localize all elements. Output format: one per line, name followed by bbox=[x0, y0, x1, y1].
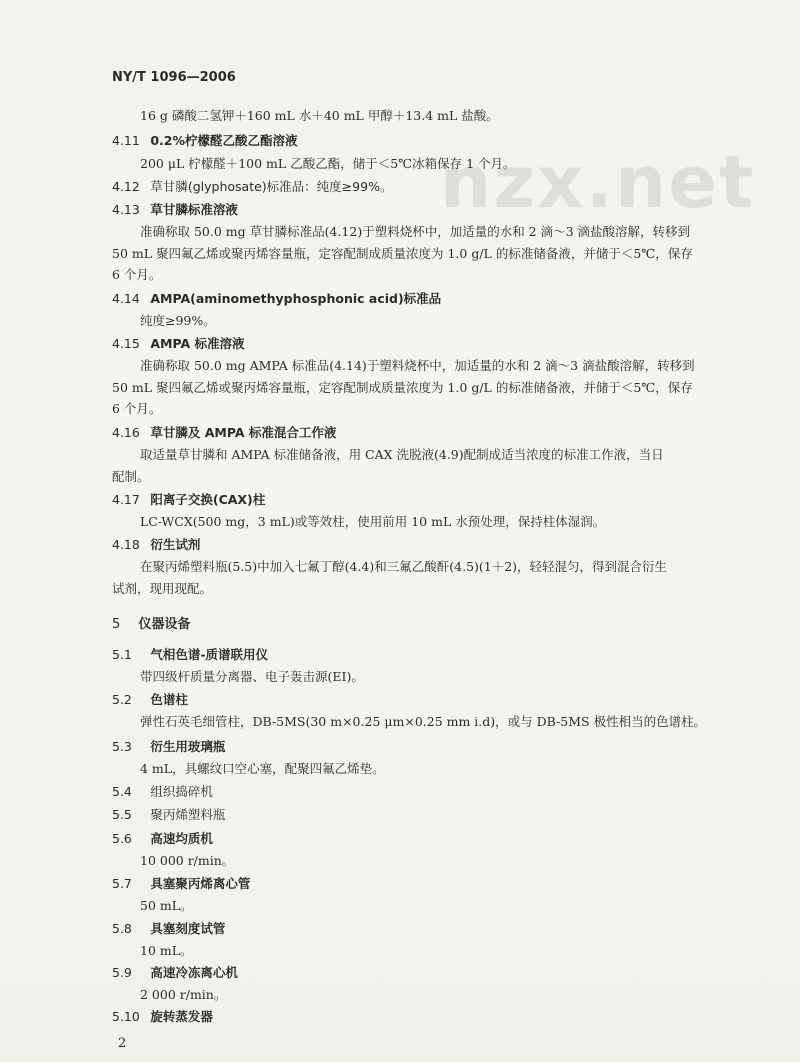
section-number: 4.14 bbox=[112, 291, 140, 306]
section-title: 衍生用玻璃瓶 bbox=[150, 739, 226, 754]
page-number: 2 bbox=[118, 1036, 127, 1051]
heading-5-5 bbox=[112, 805, 225, 823]
section-number: 5.1 bbox=[112, 647, 132, 662]
heading-4-11 bbox=[112, 131, 298, 149]
section-title: 组织捣碎机 bbox=[150, 784, 213, 799]
section-number: 5.10 bbox=[112, 1009, 140, 1024]
paragraph-line: 试剂，现用现配。 bbox=[112, 581, 213, 596]
heading-5-10 bbox=[112, 1007, 213, 1025]
watermark: nzx.net bbox=[440, 140, 756, 224]
section-title: AMPA(aminomethyphosphonic acid)标准品 bbox=[150, 291, 442, 306]
section-number: 5.9 bbox=[112, 965, 132, 980]
section-title: 高速冷冻离心机 bbox=[150, 965, 238, 980]
standard-code-header: NY/T 1096—2006 bbox=[112, 70, 236, 85]
section-number: 4.17 bbox=[112, 492, 140, 507]
heading-5-2 bbox=[112, 690, 188, 708]
section-number: 4.13 bbox=[112, 202, 140, 217]
section-number: 5 bbox=[112, 617, 121, 632]
section-title: 0.2%柠檬醛乙酸乙酯溶液 bbox=[150, 133, 298, 148]
section-number: 4.15 bbox=[112, 336, 140, 351]
paragraph-line: 准确称取 50.0 mg 草甘膦标准品(4.12)于塑料烧杯中，加适量的水和 2 滴～3 滴盐酸溶解，转移到 bbox=[140, 224, 691, 239]
section-number: 4.18 bbox=[112, 537, 140, 552]
heading-5-7 bbox=[112, 874, 250, 892]
section-title: 仪器设备 bbox=[138, 617, 191, 632]
paragraph-line: 6 个月。 bbox=[112, 267, 162, 282]
section-5-heading bbox=[112, 613, 191, 632]
section-number: 5.5 bbox=[112, 807, 132, 822]
paragraph-line: 50 mL 聚四氟乙烯或聚丙烯容量瓶，定容配制成质量浓度为 1.0 g/L 的标准储备液，并储于＜5℃，保存 bbox=[112, 246, 693, 261]
paragraph-5-6: 10 000 r/min。 bbox=[140, 853, 235, 868]
paragraph-5-3: 4 mL，具螺纹口空心塞，配聚四氟乙烯垫。 bbox=[140, 761, 385, 776]
paragraph-5-2: 弹性石英毛细管柱，DB-5MS(30 m×0.25 μm×0.25 mm i.d)，或与 DB-5MS 极性相当的色谱柱。 bbox=[140, 714, 707, 729]
section-number: 5.6 bbox=[112, 831, 132, 846]
paragraph-5-9: 2 000 r/min。 bbox=[140, 987, 227, 1002]
section-number: 5.3 bbox=[112, 739, 132, 754]
paragraph-5-7: 50 mL。 bbox=[140, 898, 193, 913]
heading-4-18 bbox=[112, 535, 200, 553]
section-number: 4.12 bbox=[112, 179, 140, 194]
heading-4-12 bbox=[112, 177, 392, 195]
section-title: 阳离子交换(CAX)柱 bbox=[150, 492, 266, 507]
paragraph-line: 配制。 bbox=[112, 469, 150, 484]
heading-4-15 bbox=[112, 334, 245, 352]
section-number: 5.7 bbox=[112, 876, 132, 891]
paragraph-line: 在聚丙烯塑料瓶(5.5)中加入七氟丁醇(4.4)和三氟乙酸酐(4.5)(1＋2)，轻轻混匀，得到混合衍生 bbox=[140, 559, 668, 574]
paragraph-4-17: LC-WCX(500 mg，3 mL)或等效柱，使用前用 10 mL 水预处理，保持柱体湿润。 bbox=[140, 514, 606, 529]
heading-5-6 bbox=[112, 829, 213, 847]
heading-5-3 bbox=[112, 737, 225, 755]
paragraph-4-11: 200 μL 柠檬醛＋100 mL 乙酸乙酯，储于＜5℃冰箱保存 1 个月。 bbox=[140, 156, 516, 171]
section-title: 聚丙烯塑料瓶 bbox=[150, 807, 226, 822]
section-title: 旋转蒸发器 bbox=[150, 1009, 213, 1024]
section-title: 色谱柱 bbox=[150, 692, 188, 707]
heading-5-9 bbox=[112, 963, 238, 981]
heading-4-17 bbox=[112, 490, 265, 508]
paragraph-5-1: 带四级杆质量分离器、电子轰击源(EI)。 bbox=[140, 669, 364, 684]
section-title: 草甘膦及 AMPA 标准混合工作液 bbox=[150, 425, 337, 440]
paragraph-5-8: 10 mL。 bbox=[140, 943, 193, 958]
heading-4-16 bbox=[112, 423, 336, 441]
paragraph-line: 准确称取 50.0 mg AMPA 标准品(4.14)于塑料烧杯中，加适量的水和 2 滴～3 滴盐酸溶解，转移到 bbox=[140, 358, 695, 373]
reagent-formula-line: 16 g 磷酸二氢钾＋160 mL 水＋40 mL 甲醇＋13.4 mL 盐酸。 bbox=[140, 108, 499, 123]
section-title: 草甘膦标准溶液 bbox=[150, 202, 238, 217]
section-number: 5.8 bbox=[112, 921, 132, 936]
section-title: 具塞聚丙烯离心管 bbox=[150, 876, 251, 891]
heading-5-1 bbox=[112, 645, 268, 663]
section-title: AMPA 标准溶液 bbox=[150, 336, 245, 351]
paragraph-line: 6 个月。 bbox=[112, 401, 162, 416]
paragraph-4-14: 纯度≥99%。 bbox=[140, 313, 216, 328]
section-title: 草甘膦(glyphosate)标准品：纯度≥99%。 bbox=[150, 179, 393, 194]
section-title: 高速均质机 bbox=[150, 831, 213, 846]
paragraph-line: 取适量草甘膦和 AMPA 标准储备液，用 CAX 洗脱液(4.9)配制成适当浓度的标准工作液，当日 bbox=[140, 447, 664, 462]
section-number: 4.16 bbox=[112, 425, 140, 440]
paragraph-line: 50 mL 聚四氟乙烯或聚丙烯容量瓶，定容配制成质量浓度为 1.0 g/L 的标准储备液，并储于＜5℃，保存 bbox=[112, 380, 693, 395]
section-title: 气相色谱-质谱联用仪 bbox=[150, 647, 269, 662]
heading-5-4 bbox=[112, 782, 213, 800]
section-title: 衍生试剂 bbox=[150, 537, 201, 552]
section-number: 4.11 bbox=[112, 133, 140, 148]
heading-4-13 bbox=[112, 200, 238, 218]
section-number: 5.2 bbox=[112, 692, 132, 707]
heading-4-14 bbox=[112, 289, 441, 307]
section-title: 具塞刻度试管 bbox=[150, 921, 226, 936]
section-number: 5.4 bbox=[112, 784, 132, 799]
heading-5-8 bbox=[112, 919, 225, 937]
